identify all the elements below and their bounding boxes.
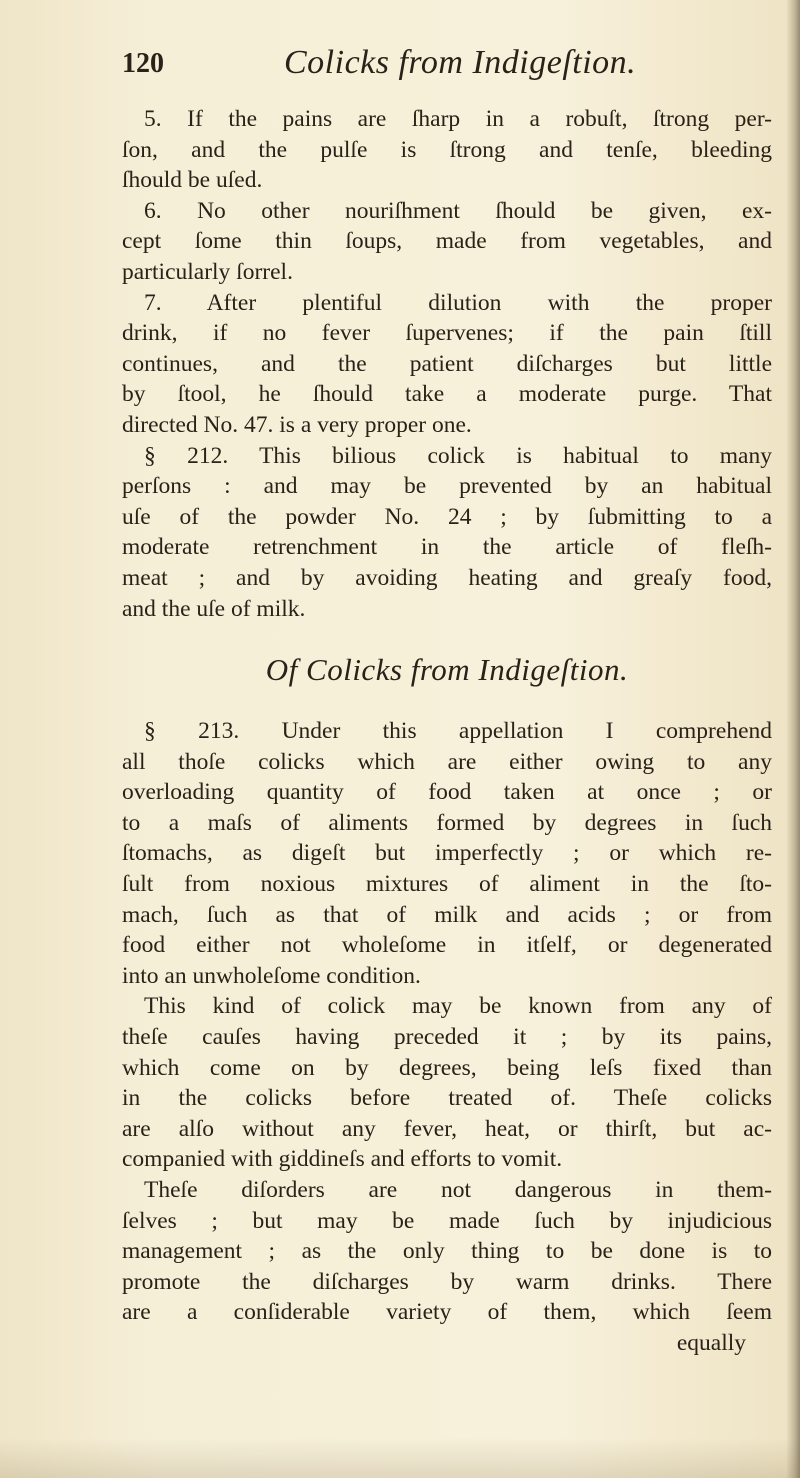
body-line: directed No. 47. is a very proper one.	[122, 411, 472, 438]
body-line: Theſe diſorders are not dangerous in them-	[144, 1177, 772, 1203]
body-line: promote the diſcharges by warm drinks. There	[122, 1268, 772, 1295]
page-number: 120	[122, 48, 164, 79]
body-line: ſult from noxious mixtures of aliment in the ſto-	[122, 871, 772, 898]
body-line: continues, and the patient diſcharges but little	[122, 350, 772, 377]
body-line: 6. No other nouriſhment ſhould be given, ex-	[144, 197, 772, 224]
body-line: perſons : and may be prevented by an habitual	[122, 473, 772, 500]
body-line: and the uſe of milk.	[122, 595, 306, 622]
catchword: equally	[676, 1329, 746, 1356]
body-line: food either not wholeſome in itſelf, or degenerated	[122, 932, 772, 959]
body-line: are a conſiderable variety of them, which ſeem	[122, 1299, 772, 1326]
page-header	[0, 44, 800, 104]
body-line: ſtomachs, as digeſt but imperfectly ; or which re-	[122, 840, 772, 867]
page-bottom-shadow	[0, 1438, 800, 1478]
page-edge-shadow	[786, 0, 800, 1478]
body-line: 5. If the pains are ſharp in a robuſt, ſtrong per-	[144, 106, 772, 132]
body-line: 7. After plentiful dilution with the proper	[144, 289, 772, 316]
body-line: This kind of colick may be known from any of	[144, 993, 772, 1020]
body-line: all thoſe colicks which are either owing to any	[122, 748, 772, 775]
body-line: into an unwholeſome condition.	[122, 962, 421, 989]
body-line: are alſo without any fever, heat, or thirſt, but ac-	[122, 1115, 772, 1142]
body-line: meat ; and by avoiding heating and greaſy food,	[122, 564, 772, 591]
body-line: § 213. Under this appellation I comprehend	[144, 718, 772, 745]
body-line: to a maſs of aliments formed by degrees in ſuch	[122, 809, 772, 836]
body-line: management ; as the only thing to be done is to	[122, 1238, 772, 1265]
body-line: particularly ſorrel.	[122, 258, 293, 285]
body-line: mach, ſuch as that of milk and acids ; or from	[122, 901, 772, 928]
body-line: theſe cauſes having preceded it ; by its pains,	[122, 1024, 772, 1051]
body-line: ſon, and the pulſe is ſtrong and tenſe, bleeding	[122, 136, 772, 163]
body-line: cept ſome thin ſoups, made from vegetables, and	[122, 228, 772, 255]
body-line: ſhould be uſed.	[122, 167, 263, 194]
body-line: moderate retrenchment in the article of fleſh-	[122, 534, 772, 561]
section-heading: Of Colicks from Indigeſtion.	[265, 651, 629, 687]
body-line: overloading quantity of food taken at once ; or	[122, 779, 772, 806]
body-line: ſelves ; but may be made ſuch by injudicious	[122, 1207, 772, 1234]
running-title: Colicks from Indigeſtion.	[284, 44, 637, 81]
page-body	[122, 104, 772, 1359]
body-line: § 212. This bilious colick is habitual to many	[144, 442, 772, 469]
body-line: which come on by degrees, being leſs fixed than	[122, 1054, 772, 1081]
body-line: by ſtool, he ſhould take a moderate purge. That	[122, 381, 772, 408]
body-line: uſe of the powder No. 24 ; by ſubmitting to a	[122, 503, 772, 530]
body-line: in the colicks before treated of. Theſe colicks	[122, 1085, 772, 1112]
body-line: drink, if no fever ſupervenes; if the pain ſtill	[122, 320, 772, 347]
body-line: companied with giddineſs and efforts to vomit.	[122, 1146, 563, 1173]
